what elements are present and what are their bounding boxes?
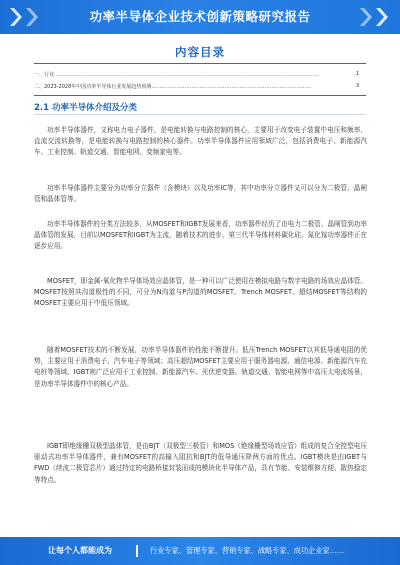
footer-slogan: 让每个人都能成为 xyxy=(48,546,112,555)
toc-page-number[interactable]: 3 xyxy=(356,83,360,89)
section-divider xyxy=(34,114,366,115)
report-title: 功率半导体企业技术创新策略研究报告 xyxy=(89,9,311,24)
footer-separator xyxy=(136,545,138,557)
body-paragraph: 随着MOSFET技术的不断发展，功率半导体器件的性能不断提升。低压Trench MOSFET以其低导通电阻的优势，主要应用于消费电子、汽车电子等领域；高压超结MOSFET主要应用于服务器电源、通信电源、新能源汽车充电桩等领域。IGBT则广泛应用于工业控制、新能源汽车、光伏逆变器、轨道交通、智能电网等中高压大电流场景，是功率半导体器件中的核心产品。 xyxy=(34,346,367,388)
footer-tagline: 行业专家、管理专家、营销专家、战略专家、成功企业家…… xyxy=(150,546,345,555)
body-paragraph: MOSFET，即金属-氧化物半导体场效应晶体管，是一种可以广泛使用在模拟电路与数字电路的场效应晶体管。MOSFET按照其沟道极性的不同，可分为N沟道与P沟道的MOSFET。Trench MOSFET、超结MOSFET等结构的MOSFET主要应用于中低压领域。 xyxy=(34,277,367,308)
page-header xyxy=(0,0,400,34)
toc-page-number[interactable]: 1 xyxy=(356,71,360,77)
body-paragraph: 功率半导体器件主要分为功率分立器件（含模块）以及功率IC等，其中功率分立器件又可以分为二极管、晶闸管和晶体管等。 xyxy=(34,184,367,204)
toc-top-divider xyxy=(34,63,366,64)
body-paragraph: 功率半导体器件的分类方法较多，从MOSFET和IGBT发展来看，功率器件经历了由电力二极管、晶闸管到功率晶体管的发展，目前以MOSFET和IGBT为主流，随着技术的进步，第三代半导体材料碳化硅、氮化镓功率器件正在逐步应用。 xyxy=(34,220,367,251)
body-paragraph: 功率半导体器件，又称电力电子器件，是电能转换与电路控制的核心，主要用于改变电子装置中电压和频率、直流交流转换等，是电能转换与电路控制的核心器件。功率半导体器件应用领域广泛，包括消费电子、新能源汽车、工业控制、轨道交通、智能电网、变频家电等。 xyxy=(34,126,367,157)
section-heading: 2.1 功率半导体介绍及分类 xyxy=(34,103,138,113)
toc-title: 内容目录 xyxy=(175,45,225,59)
toc-bottom-divider xyxy=(34,95,366,96)
page-footer xyxy=(0,537,400,565)
toc-item[interactable]: 一、行业…………………………………………………………………………………………………………………………………………… xyxy=(34,72,320,78)
toc-item[interactable]: 二、2023-2028年中国功率半导体行业发展趋势预测…………………………………………………………………………………… xyxy=(34,84,312,90)
body-paragraph: IGBT即绝缘栅双极型晶体管，是由BJT（双极型三极管）和MOS（绝缘栅型场效应管）组成的复合全控型电压驱动式功率半导体器件，兼有MOSFET的高输入阻抗和BJT的低导通压降两方面的优点。IGBT模块是由IGBT与FWD（续流二极管芯片）通过特定的电路桥接封装而成的模块化半导体产品，具有节能、安装维修方便、散热稳定等特点。 xyxy=(34,442,367,484)
chevron-decoration-icon xyxy=(372,0,394,34)
